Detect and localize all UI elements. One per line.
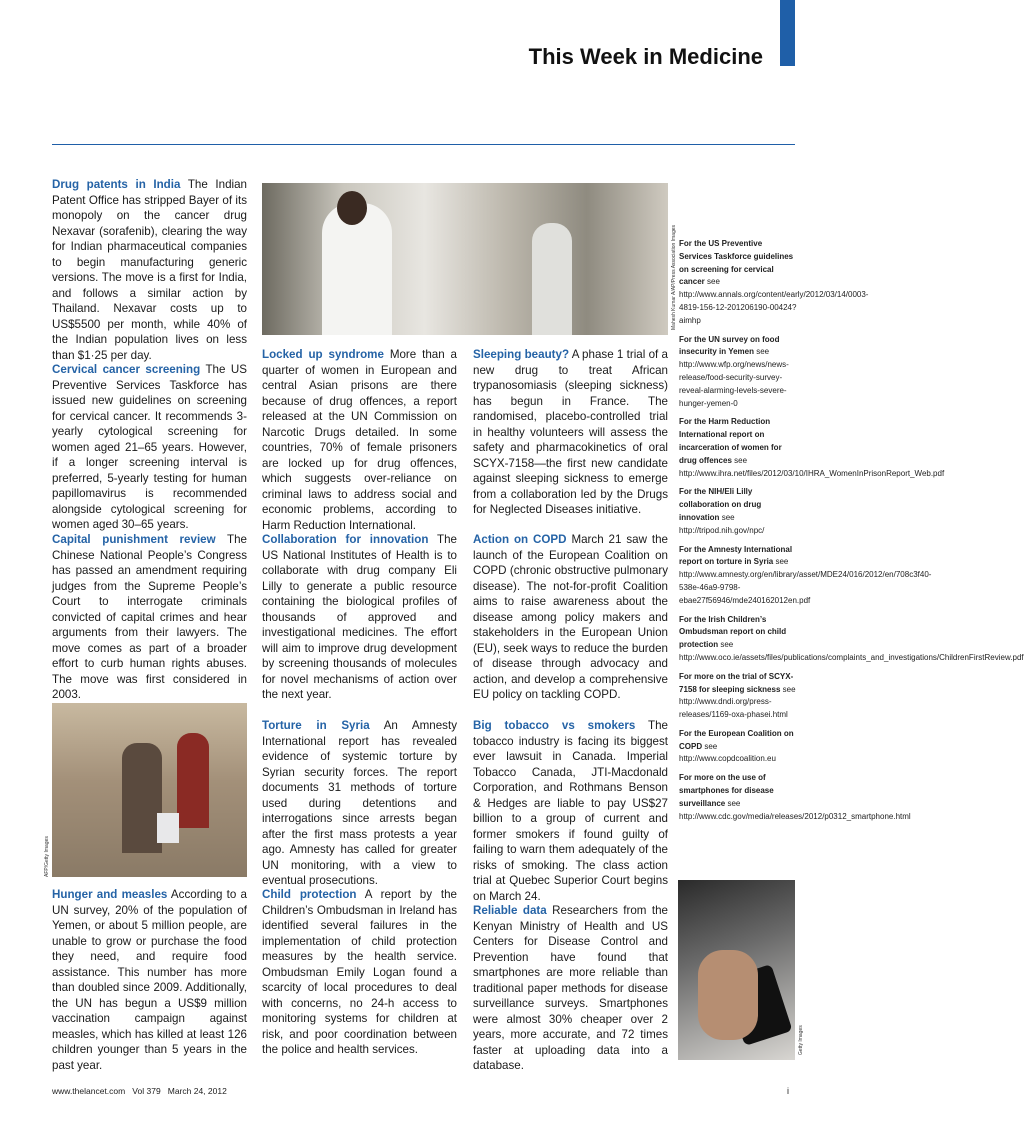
sidenote-lead: For the Amnesty International report on torture in Syria — [679, 544, 793, 567]
smartphone-photo-credit: Getty Images — [798, 1025, 804, 1055]
article-heading: Locked up syndrome — [262, 348, 384, 361]
sidenote-lead: For the European Coalition on COPD — [679, 728, 794, 751]
article-big-tobacco — [473, 718, 668, 904]
article-body: March 21 saw the launch of the European Coalition on COPD (chronic obstructive pulmonary disease). The not-for-profit Coalition aims to raise awareness about the disease among policy makers and stakeholders in the European Union (EU), seek ways to reduce the burden of disease through advocacy and action, and develop a comprehensive EU policy on tackling COPD. — [473, 533, 668, 701]
article-capital-punishment — [52, 532, 247, 703]
sidenote-link[interactable]: see http://www.oco.ie/assets/files/publications/complaints_and_investigations/ChildrenFirstReview.pdf — [679, 640, 1024, 662]
smartphone-photo — [678, 880, 795, 1060]
page-title: This Week in Medicine — [528, 44, 763, 69]
article-body: The US Preventive Services Taskforce has issued new guidelines on screening for cervical cancer. It recommends 3-yearly cytological screening for women aged 21–65 years. However, if a longer screening interval is preferred, 5-yearly testing for human papillomavirus is recommended alongside cytological screening for women aged 30–65 years. — [52, 363, 247, 531]
sidenote — [679, 238, 869, 328]
sidenote-lead: For the NIH/Eli Lilly collaboration on drug innovation — [679, 487, 762, 522]
lab-photo-credit: Mahesh Kumar A/AP/Press Association Images — [671, 224, 677, 330]
article-cervical-cancer — [52, 362, 247, 533]
sidenote — [679, 416, 945, 480]
article-copd — [473, 532, 668, 703]
article-body: The Chinese National People’s Congress has passed an amendment requiring judges from the Supreme People’s Court to interrogate criminals convicted of capital crimes and hear arguments from their lawyers. The move comes as part of a broader effort to curb human rights abuses. The move was first considered in 2003. — [52, 533, 248, 701]
article-body: A report by the Children’s Ombudsman in Ireland has identified several failures in the implementation of child protection measures by the health service. Ombudsman Emily Logan found a scarcity of local procedures to deal with concerns, no 24-h access to monitoring systems for children at risk, and poor coordination between the police and health services. — [262, 888, 457, 1056]
article-heading: Torture in Syria — [262, 719, 370, 732]
article-body: Researchers from the Kenyan Ministry of Health and US Centers for Disease Control and Prevention have found that smartphones are more reliable than traditional paper methods for disease surveillance surveys. Smartphones were almost 30% cheaper over 2 years, more accurate, and 72 times faster at uploading data into a database. — [473, 904, 668, 1072]
article-heading: Action on COPD — [473, 533, 567, 546]
article-heading: Drug patents in India — [52, 178, 181, 191]
sidenote — [679, 334, 797, 411]
article-torture-syria — [262, 718, 457, 889]
sidenote-lead: For the Harm Reduction International report on incarceration of women for drug offences — [679, 417, 782, 465]
sidenote-link[interactable]: see http://tripod.nih.gov/npc/ — [679, 512, 765, 535]
article-body: The Indian Patent Office has stripped Bayer of its monopoly on the cancer drug Nexavar (sorafenib), clearing the way for Indian pharmaceutical companies to begin manufacturing generic versions. The move is a first for India, and follows a similar action by Thailand. Nexavar costs up to US$5500 per month, while 40% of the Indian population lives on less than $1·25 per day. — [52, 178, 247, 362]
sidenote — [679, 671, 797, 722]
article-collaboration — [262, 532, 457, 703]
sidenote-link[interactable]: see http://www.copdcoalition.eu — [679, 741, 776, 764]
sidenote-link[interactable]: see http://www.ihra.net/files/2012/03/10/IHRA_WomenInPrisonReport_Web.pdf — [679, 455, 945, 478]
article-body: An Amnesty International report has revealed evidence of systemic torture by Syrian security forces. The report documents 31 methods of torture used during detentions and interrogations since arrests began after the first mass protests a year ago. Amnesty has called for greater UN monitoring, with a view to eventual prosecutions. — [262, 719, 457, 887]
sidenote-link[interactable]: see http://www.wfp.org/news/news-release/food-security-survey-reveal-alarming-levels-severe-hunger-yemen-0 — [679, 347, 789, 408]
article-heading: Big tobacco vs smokers — [473, 719, 636, 732]
sidenote — [679, 486, 797, 537]
article-heading: Cervical cancer screening — [52, 363, 201, 376]
yemen-photo-credit: AFP/Getty Images — [44, 836, 50, 877]
header-divider — [52, 144, 795, 145]
article-body: More than a quarter of women in European and central Asian prisons are there because of drug offences, a report released at the UN Commission on Narcotic Drugs detailed. In some countries, 70% of female prisoners are locked up for drug offences, which suggests over-reliance on criminal laws to address social and economic problems, according to Harm Reduction International. — [262, 348, 457, 532]
footer-citation: www.thelancet.com Vol 379 March 24, 2012 — [52, 1086, 227, 1096]
sidenote-lead: For the US Preventive Services Taskforce guidelines on screening for cervical cancer — [679, 239, 794, 287]
page-number: i — [787, 1086, 789, 1096]
article-reliable-data — [473, 903, 668, 1074]
article-hunger-measles — [52, 887, 247, 1073]
article-heading: Collaboration for innovation — [262, 533, 429, 546]
sidenote-lead: For more on the use of smartphones for disease surveillance — [679, 773, 774, 808]
article-body: The tobacco industry is facing its biggest ever lawsuit in Canada. Imperial Tobacco Canada, JTI-Macdonald Corporation, and Rothmans Benson & Hedges are liable to pay US$27 billion to a group of current and former smokers if found guilty of failing to warn them adequately of the risks of smoking. The class action trial at Quebec Superior Court begins on March 24. — [473, 719, 668, 903]
sidenote — [679, 544, 932, 608]
sidenote-lead: For more on the trial of SCYX-7158 for sleeping sickness — [679, 671, 794, 694]
sidenote — [679, 772, 911, 823]
sidenote-link[interactable]: see http://www.cdc.gov/media/releases/2012/p0312_smartphone.html — [679, 798, 911, 821]
accent-bar — [780, 0, 795, 66]
sidenote-link[interactable]: see http://www.dndi.org/press-releases/1169-oxa-phasei.html — [679, 684, 796, 720]
lab-photo — [262, 183, 668, 335]
article-locked-up — [262, 347, 457, 533]
article-drug-patents-india — [52, 177, 247, 363]
sidenote-lead: For the Irish Children’s Ombudsman report on child protection — [679, 614, 787, 650]
sidenote-link[interactable]: see http://www.amnesty.org/en/library/asset/MDE24/016/2012/en/708c3f40-538e-46a9-9798-ebae27f56946/mde240162012en.pdf — [679, 557, 932, 605]
article-heading: Capital punishment review — [52, 533, 216, 546]
sidenote — [679, 728, 797, 766]
sidenote — [679, 614, 1024, 665]
article-body: The US National Institutes of Health is to collaborate with drug company Eli Lilly to generate a public resource containing the biological profiles of thousands of approved and investigational medicines. The effort will aim to improve drug development by screening thousands of molecules for novel mechanisms of action over the next year. — [262, 533, 457, 701]
article-heading: Sleeping beauty? — [473, 348, 570, 361]
article-heading: Child protection — [262, 888, 357, 901]
article-child-protection — [262, 887, 457, 1058]
article-body: According to a UN survey, 20% of the population of Yemen, or about 5 million people, are unable to grow or purchase the food they need, and require food assistance. This number has more than doubled since 2009. Additionally, the UN has begun a US$9 million vaccination campaign against measles, which has killed at least 126 children younger than 5 years in the past year. — [52, 888, 247, 1072]
article-body: A phase 1 trial of a new drug to treat African trypanosomiasis (sleeping sickness) has begun in France. The randomised, placebo-controlled trial in healthy volunteers will assess the safety and pharmacokinetics of oral SCYX-7158—the first new candidate against sleeping sickness to emerge from a collaboration led by the Drugs for Neglected Diseases initiative. — [473, 348, 668, 516]
sidenote-link[interactable]: see http://www.annals.org/content/early/2012/03/14/0003-4819-156-12-201206190-00424?aimhp — [679, 277, 869, 325]
article-heading: Reliable data — [473, 904, 547, 917]
article-sleeping-beauty — [473, 347, 668, 518]
article-heading: Hunger and measles — [52, 888, 168, 901]
sidenote-lead: For the UN survey on food insecurity in Yemen — [679, 334, 780, 357]
yemen-children-photo — [52, 703, 247, 877]
sidenotes — [679, 238, 1024, 829]
